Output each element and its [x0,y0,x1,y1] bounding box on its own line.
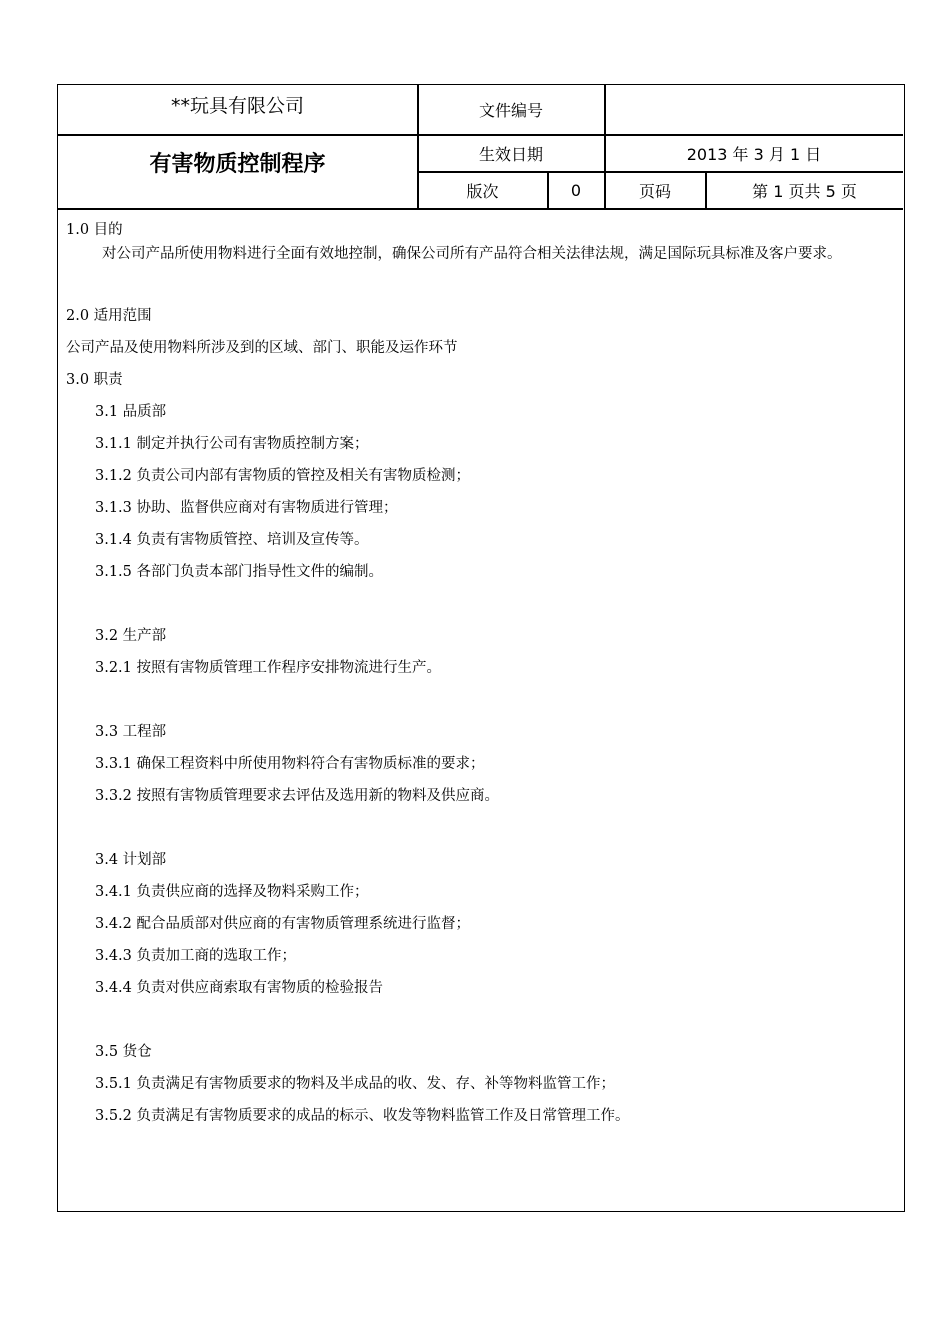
list-item: 3.3.1 确保工程资料中所使用物料符合有害物质标准的要求； [95,756,485,772]
section-heading: 3.0 职责 [66,372,123,388]
list-item: 3.4.3 负责加工商的选取工作； [95,948,297,964]
company-name: **玩具有限公司 [170,94,304,117]
page-title: 有害物质控制程序 [149,151,326,177]
list-item: 3.1.4 负责有害物质管控、培训及宣传等。 [95,532,369,548]
list-item: 3.1.3 协助、监督供应商对有害物质进行管理； [95,500,398,516]
version-label: 版次 [466,181,499,201]
subsection-heading: 3.2 生产部 [95,628,167,644]
list-item: 3.4.4 负责对供应商索取有害物质的检验报告 [95,980,384,996]
subsection-heading: 3.5 货仓 [95,1044,152,1060]
list-item: 3.3.2 按照有害物质管理要求去评估及选用新的物料及供应商。 [95,788,500,804]
list-item: 3.4.2 配合品质部对供应商的有害物质管理系统进行监督； [95,916,471,932]
file-no-label: 文件编号 [478,101,543,120]
subsection-heading: 3.4 计划部 [95,852,167,868]
document-frame [57,84,905,1212]
list-item: 3.2.1 按照有害物质管理工作程序安排物流进行生产。 [95,660,442,676]
list-item: 3.1.5 各部门负责本部门指导性文件的编制。 [95,564,384,580]
paragraph: 公司产品及使用物料所涉及到的区域、部门、职能及运作环节 [66,340,458,356]
page-value: 第 1 页共 5 页 [752,181,857,201]
header-table [58,85,903,209]
effective-date-label: 生效日期 [478,144,543,164]
version-value: 0 [570,180,582,200]
list-item: 3.5.2 负责满足有害物质要求的成品的标示、收发等物料监管工作及日常管理工作。 [95,1108,630,1124]
paragraph: 对公司产品所使用物料进行全面有效地控制，确保公司所有产品符合相关法律法规，满足国际玩具标准及客户要求。 [102,246,842,262]
divider [58,208,903,210]
effective-date-value: 2013 年 3 月 1 日 [686,144,822,164]
file-no-value [605,85,903,134]
subsection-heading: 3.3 工程部 [95,724,167,740]
section-heading: 1.0 目的 [66,222,123,238]
list-item: 3.4.1 负责供应商的选择及物料采购工作； [95,884,369,900]
list-item: 3.1.1 制定并执行公司有害物质控制方案； [95,436,369,452]
section-heading: 2.0 适用范围 [66,308,152,324]
list-item: 3.1.2 负责公司内部有害物质的管控及相关有害物质检测； [95,468,471,484]
subsection-heading: 3.1 品质部 [95,404,167,420]
list-item: 3.5.1 负责满足有害物质要求的物料及半成品的收、发、存、补等物料监管工作； [95,1076,616,1092]
page-label: 页码 [638,181,671,201]
